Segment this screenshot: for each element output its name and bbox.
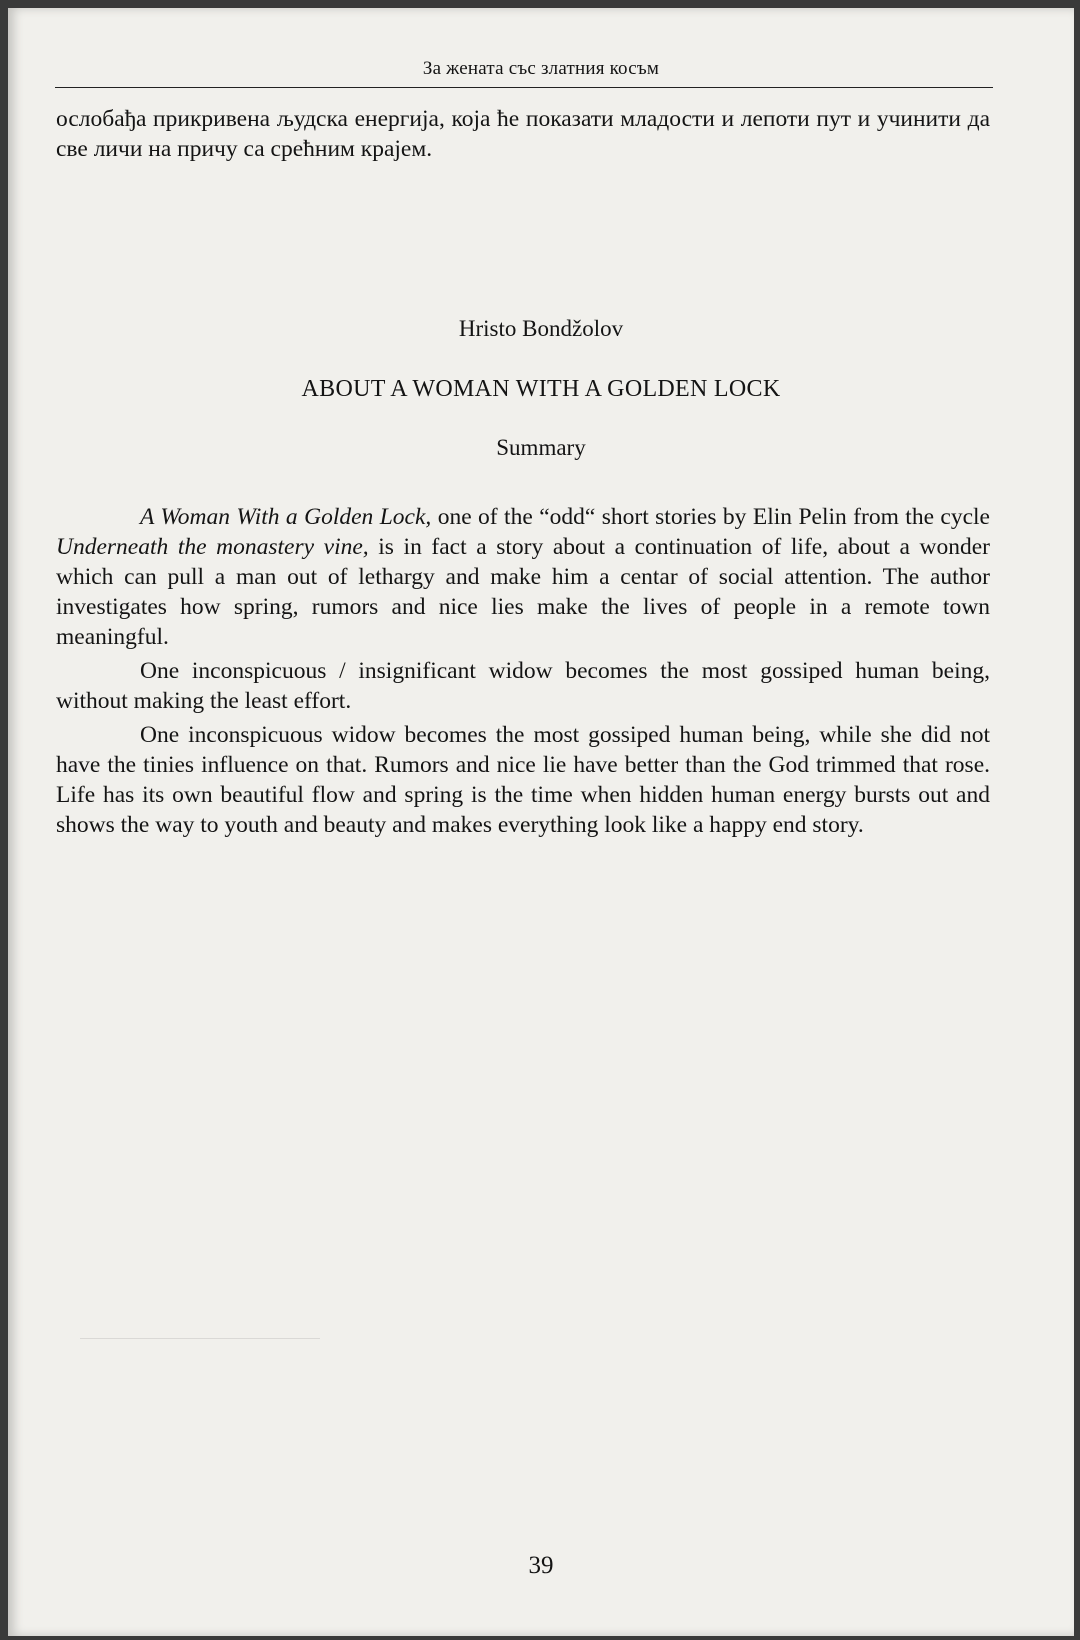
author-name: Hristo Bondžolov [458,316,624,341]
page-number: 39 [528,1552,554,1579]
paragraph-1-text-b: is in fact a story about a continuation of life, about a wonder which can pull a man out of lethargy and make him a centar of social attention. The author investigates how spring, rumors and nice lies make the lives of people in a remote town meaningful. [56,534,990,650]
paragraph-1-text-a: one of the “odd“ short stories by Elin Pelin from the cycle [431,504,990,530]
bleed-through-footnote-rule [80,1338,320,1339]
intro-paragraph: ослобађа прикривена људска енергија, која ће показати младости и лепоти пут и учинити да све личи на причу са срећним крајем. [56,106,990,162]
summary-paragraph-2: One inconspicuous / insignificant widow becomes the most gossiped human being, without making the least effort. [56,658,990,714]
article-title: ABOUT A WOMAN WITH A GOLDEN LOCK [301,376,781,402]
summary-paragraph-1 [56,502,990,652]
intro-block [56,104,990,164]
header-rule [55,87,993,88]
summary-paragraph-3: One inconspicuous widow becomes the most gossiped human being, while she did not have the tinies influence on that. Rumors and nice lie have better than the God trimmed that rose. Life has its own beautiful flow and spring is the time when hidden human energy bursts out and shows the way to youth and beauty and makes everything look like a happy end story. [56,722,990,838]
document-page [8,8,1074,1636]
running-header: За жената със златния косъм [422,58,660,79]
summary-label: Summary [496,435,586,460]
summary-body [56,502,990,840]
story-title-italic: A Woman With a Golden Lock, [140,504,432,530]
cycle-title-italic: Underneath the monastery vine, [56,534,369,560]
